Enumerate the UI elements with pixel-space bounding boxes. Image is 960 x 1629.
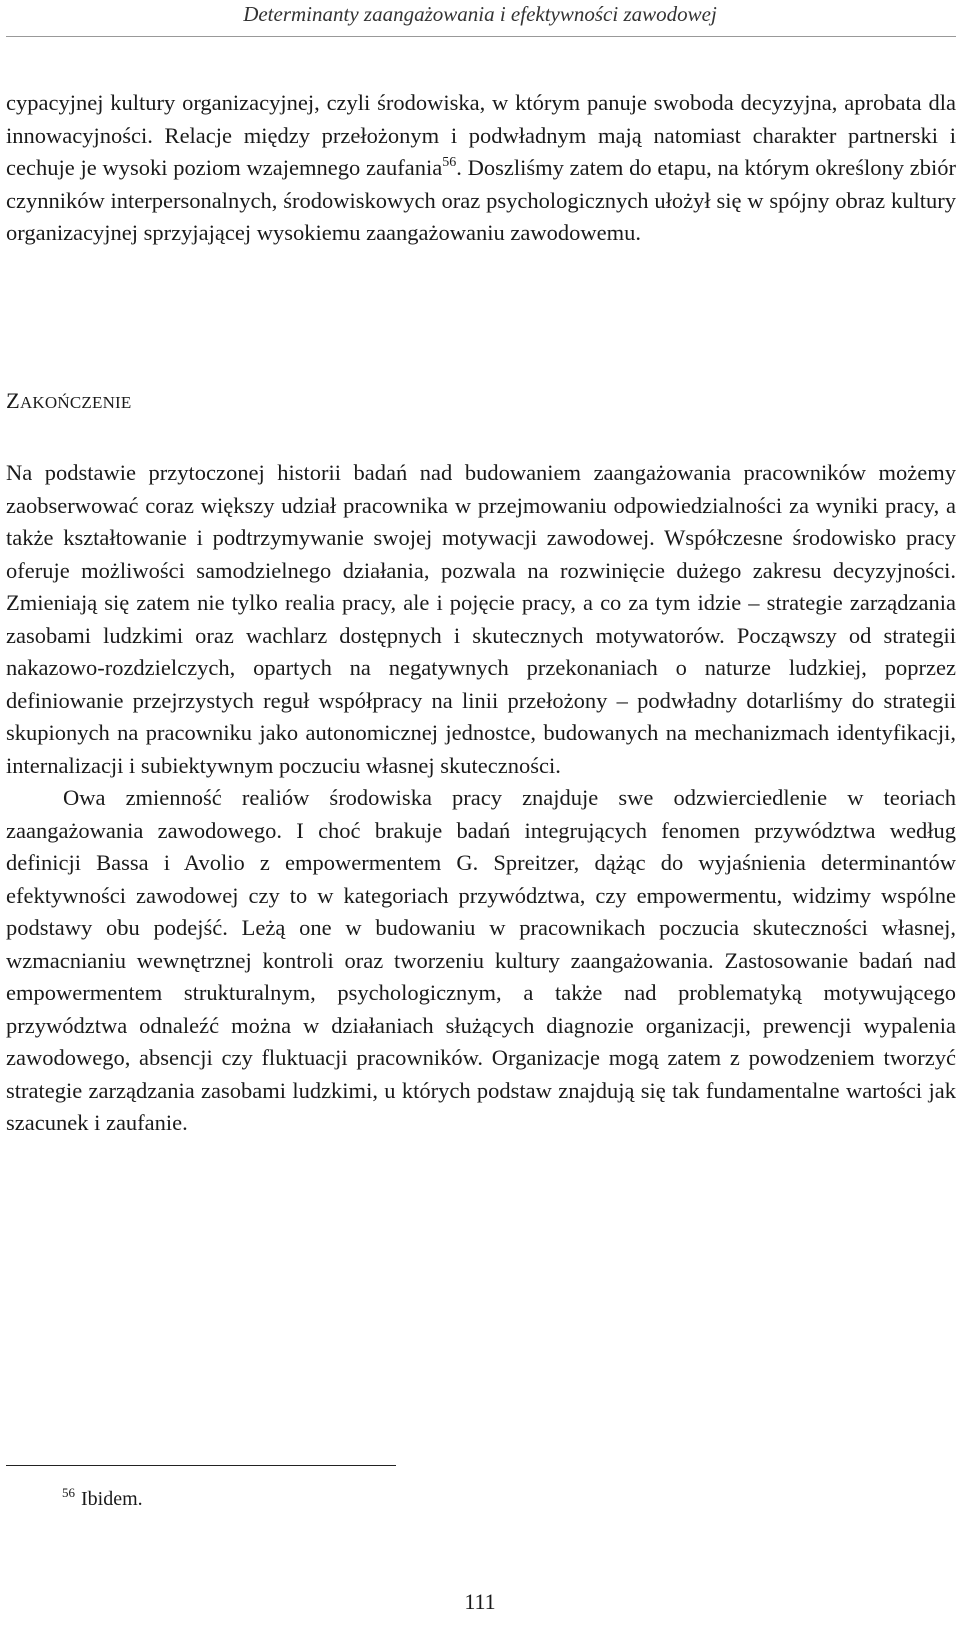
footnote-separator — [6, 1465, 396, 1466]
section-heading-initial: Z — [6, 388, 20, 413]
footnote — [62, 1485, 143, 1513]
footnote-number: 56 — [62, 1485, 75, 1500]
paragraph-text: . Doszliśmy zatem do etapu, na którym określony zbiór czynników interpersonalnych, środowiskowych oraz psychologicznych ułożył się w spójny obraz kultury organizacyjnej sprzyjającej wysokiemu zaangażowaniu zawodowemu. — [6, 155, 956, 245]
paragraph: Na podstawie przytoczonej historii badań nad budowaniem zaangażowania pracowników możemy zaobserwować coraz większy udział pracownika w przejmowaniu odpowiedzialności za wyniki pracy, a także kształtowanie i podtrzymywanie swojej motywacji zawodowej. Współczesne środowisko pracy oferuje możliwości samodzielnego działania, pozwala na rozwinięcie dużego zakresu decyzyjności. Zmieniają się zatem nie tylko realia pracy, ale i pojęcie pracy, a co za tym idzie – strategie zarządzania zasobami ludzkimi oraz wachlarz dostępnych i skutecznych motywatorów. Począwszy od strategii nakazowo-rozdzielczych, opartych na negatywnych przekonaniach o naturze ludzkiej, poprzez definiowanie przejrzystych reguł współpracy na linii przełożony – podwładny dotarliśmy do strategii skupionych na pracowniku jako autonomicznej jednostce, budowanych na mechanizmach identyfikacji, internalizacji i subiektywnym poczuciu własnej skuteczności. — [6, 460, 956, 778]
footnote-reference[interactable]: 56 — [442, 155, 457, 170]
paragraph-text: cypacyjnej kultury organizacyjnej, czyli środowiska, w którym panuje swoboda decyzyjna, aprobata dla innowacyjności. Relacje między przełożonym i podwładnym mają natomiast charakter partnerski i cechuje je wysoki poziom wzajemnego zaufania — [6, 90, 956, 180]
paragraph: Owa zmienność realiów środowiska pracy znajduje swe odzwierciedlenie w teoriach zaangażowania zawodowego. I choć brakuje badań integrujących fenomen przywództwa według definicji Bassa i Avolio z empowermentem G. Spreitzer, dążąc do wyjaśnienia determinantów efektywności zawodowej czy to w kategoriach przywództwa, czy empowermentu, widzimy wspólne podstawy obu podejść. Leżą one w budowaniu w pracownikach poczucia skuteczności własnej, wzmacnianiu wewnętrznej kontroli oraz tworzeniu kultury zaangażowania. Zastosowanie badań nad empowermentem strukturalnym, psychologicznym, a także nad problematyką motywującego przywództwa odnaleźć można w działaniach służących diagnozie organizacji, prewencji wypalenia zawodowego, absencji czy fluktuacji pracowników. Organizacje mogą zatem z powodzeniem tworzyć strategie zarządzania zasobami ludzkimi, u których podstaw znajdują się tak fundamentalne wartości jak szacunek i zaufanie. — [6, 785, 956, 1135]
page-number: 111 — [464, 1589, 496, 1614]
conclusion-text — [6, 457, 956, 1140]
running-header: Determinanty zaangażowania i efektywności zawodowej — [243, 2, 717, 26]
paragraph-continued — [6, 87, 956, 250]
header-rule — [6, 36, 956, 37]
footnote-text: Ibidem. — [81, 1488, 143, 1510]
section-heading-rest: AKOŃCZENIE — [19, 393, 132, 412]
paragraph — [6, 87, 956, 250]
section-heading — [6, 385, 132, 419]
